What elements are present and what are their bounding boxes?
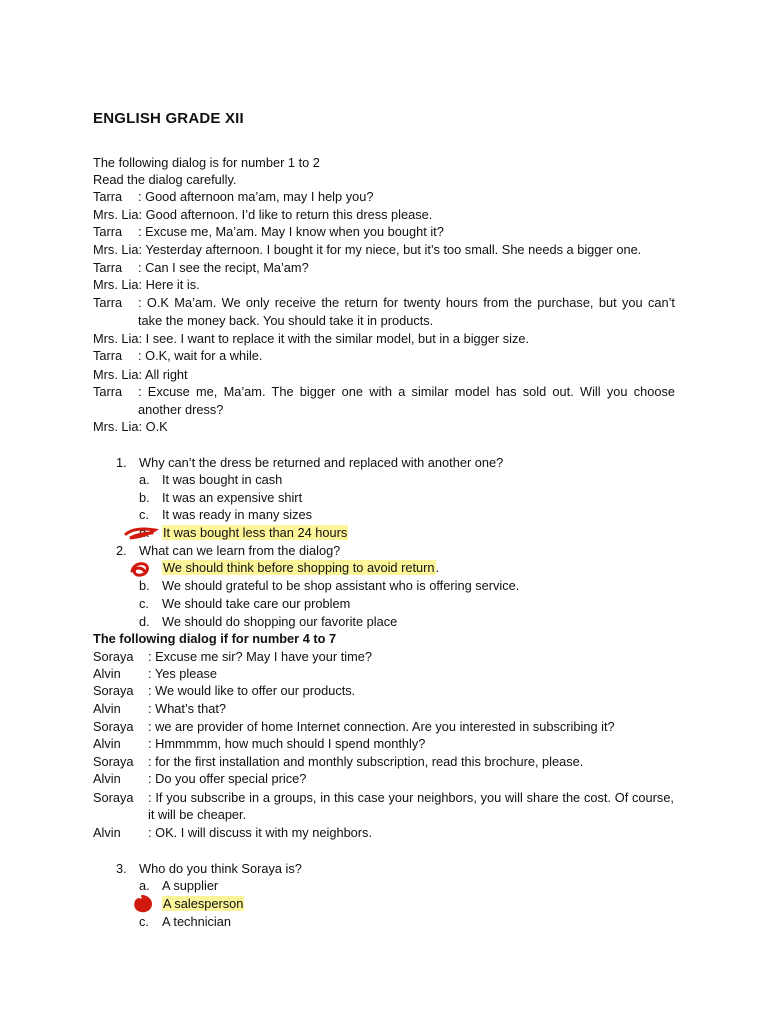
dialog-text: : Yes please — [148, 666, 218, 681]
option-suffix: . — [435, 560, 440, 575]
dialog-line — [93, 259, 309, 277]
answer-highlight: It was bought less than 24 hours — [163, 525, 348, 540]
dialog-line — [93, 770, 306, 788]
dialog-line — [93, 276, 200, 294]
speaker-name: Soraya — [93, 683, 134, 698]
option-letter: c. — [139, 507, 149, 522]
question-number: 3. — [116, 861, 127, 876]
dialog-line — [93, 700, 226, 718]
dialog-text: : Good afternoon ma’am, may I help you? — [138, 189, 374, 204]
dialog-text: : O.K, wait for a while. — [138, 348, 263, 363]
dialog-text-continuation: another dress? — [138, 402, 224, 417]
speaker-name: Tarra — [93, 348, 123, 363]
dialog-line — [93, 735, 425, 753]
speaker-name: Alvin — [93, 666, 121, 681]
dialog-text: Good afternoon. I’d like to return this dress please. — [145, 207, 433, 222]
speaker-name: Tarra — [93, 260, 123, 275]
speaker-name: Alvin — [93, 736, 121, 751]
dialog-line — [93, 206, 432, 224]
dialog-text: All right — [144, 367, 188, 382]
section-heading: The following dialog if for number 4 to 7 — [93, 631, 337, 646]
answer-highlight: A salesperson — [163, 896, 244, 911]
dialog-text: : If you subscribe in a groups, in this case your neighbors, you will share the cost. Of course, — [148, 790, 674, 805]
option-text: A technician — [162, 914, 232, 929]
dialog-text: : we are provider of home Internet connection. Are you interested in subscribing it? — [148, 719, 615, 734]
dialog-text: : Excuse me, Ma’am. May I know when you bought it? — [138, 224, 444, 239]
option-text-highlighted — [162, 895, 244, 913]
dialog-line — [93, 330, 529, 348]
dialog-line — [93, 648, 372, 666]
dialog-text: : O.K Ma’am. We only receive the return for twenty hours from the purchase, but you can’t — [138, 295, 675, 310]
dialog-text: : for the first installation and monthly subscription, read this brochure, please. — [148, 754, 584, 769]
speaker-name: Tarra — [93, 189, 123, 204]
question-number: 2. — [116, 543, 127, 558]
dialog-text: : Do you offer special price? — [148, 771, 307, 786]
dialog-text: : Can I see the recipt, Ma’am? — [138, 260, 309, 275]
speaker-name: Mrs. Lia: — [93, 331, 143, 346]
pen-mark-icon — [124, 525, 160, 541]
speaker-name: Alvin — [93, 701, 121, 716]
pen-mark-icon — [132, 894, 154, 914]
dialog-line — [93, 824, 372, 842]
dialog-text: : Hmmmmm, how much should I spend monthly? — [148, 736, 426, 751]
dialog-line — [93, 418, 168, 436]
dialog-line — [93, 383, 138, 401]
speaker-name: Tarra — [93, 384, 123, 399]
speaker-name: Soraya — [93, 754, 134, 769]
question-text: Why can’t the dress be returned and replaced with another one? — [139, 455, 504, 470]
dialog-text: : OK. I will discuss it with my neighbors. — [148, 825, 373, 840]
option-text-highlighted — [162, 524, 348, 542]
dialog-line — [93, 294, 138, 312]
option-text: We should grateful to be shop assistant who is offering service. — [162, 578, 520, 593]
option-letter: a. — [139, 878, 150, 893]
option-text: We should do shopping our favorite place — [162, 614, 398, 629]
speaker-name: Mrs. Lia: — [93, 367, 143, 382]
option-text-highlighted — [162, 559, 439, 577]
speaker-name: Alvin — [93, 825, 121, 840]
speaker-name: Alvin — [93, 771, 121, 786]
page-title: ENGLISH GRADE XII — [93, 110, 244, 127]
option-letter: b. — [139, 490, 150, 505]
option-letter: a. — [139, 472, 150, 487]
dialog-line — [93, 188, 373, 206]
option-text: It was bought in cash — [162, 472, 283, 487]
option-letter: c. — [139, 914, 149, 929]
option-letter: d. — [139, 614, 150, 629]
pen-mark-icon — [129, 559, 151, 579]
dialog-line — [93, 366, 188, 384]
speaker-name: Mrs. Lia: — [93, 207, 143, 222]
question-number: 1. — [116, 455, 127, 470]
question-text: What can we learn from the dialog? — [139, 543, 341, 558]
option-text: It was an expensive shirt — [162, 490, 303, 505]
option-text: A supplier — [162, 878, 219, 893]
dialog-text: Here it is. — [145, 277, 200, 292]
speaker-name: Tarra — [93, 295, 123, 310]
option-text: It was ready in many sizes — [162, 507, 313, 522]
dialog-text: : Excuse me sir? May I have your time? — [148, 649, 373, 664]
intro-line: The following dialog is for number 1 to 2 — [93, 155, 320, 170]
dialog-text: : Excuse me, Ma’am. The bigger one with a similar model has sold out. Will you choose — [138, 384, 675, 399]
dialog-text-continuation: take the money back. You should take it in products. — [138, 313, 434, 328]
dialog-line — [93, 753, 583, 771]
speaker-name: Mrs. Lia: — [93, 419, 143, 434]
dialog-text: : We would like to offer our products. — [148, 683, 356, 698]
dialog-text: O.K — [145, 419, 168, 434]
dialog-line — [93, 665, 217, 683]
intro-line: Read the dialog carefully. — [93, 172, 237, 187]
dialog-line — [93, 789, 148, 807]
speaker-name: Soraya — [93, 719, 134, 734]
dialog-line — [93, 682, 355, 700]
dialog-text: Yesterday afternoon. I bought it for my niece, but it’s too small. She needs a bigger one. — [145, 242, 642, 257]
dialog-line — [93, 347, 262, 365]
option-letter: b. — [139, 578, 150, 593]
speaker-name: Soraya — [93, 790, 134, 805]
dialog-line — [93, 241, 641, 259]
dialog-text-continuation: it will be cheaper. — [148, 807, 247, 822]
option-text: We should take care our problem — [162, 596, 351, 611]
question-text: Who do you think Soraya is? — [139, 861, 302, 876]
dialog-line — [93, 223, 444, 241]
answer-highlight: We should think before shopping to avoid return — [163, 560, 435, 575]
dialog-line — [93, 718, 615, 736]
speaker-name: Mrs. Lia: — [93, 242, 143, 257]
speaker-name: Mrs. Lia: — [93, 277, 143, 292]
dialog-text: : What’s that? — [148, 701, 227, 716]
option-letter: c. — [139, 596, 149, 611]
speaker-name: Soraya — [93, 649, 134, 664]
option-letter: d. — [139, 525, 150, 540]
dialog-text: I see. I want to replace it with the similar model, but in a bigger size. — [145, 331, 530, 346]
speaker-name: Tarra — [93, 224, 123, 239]
